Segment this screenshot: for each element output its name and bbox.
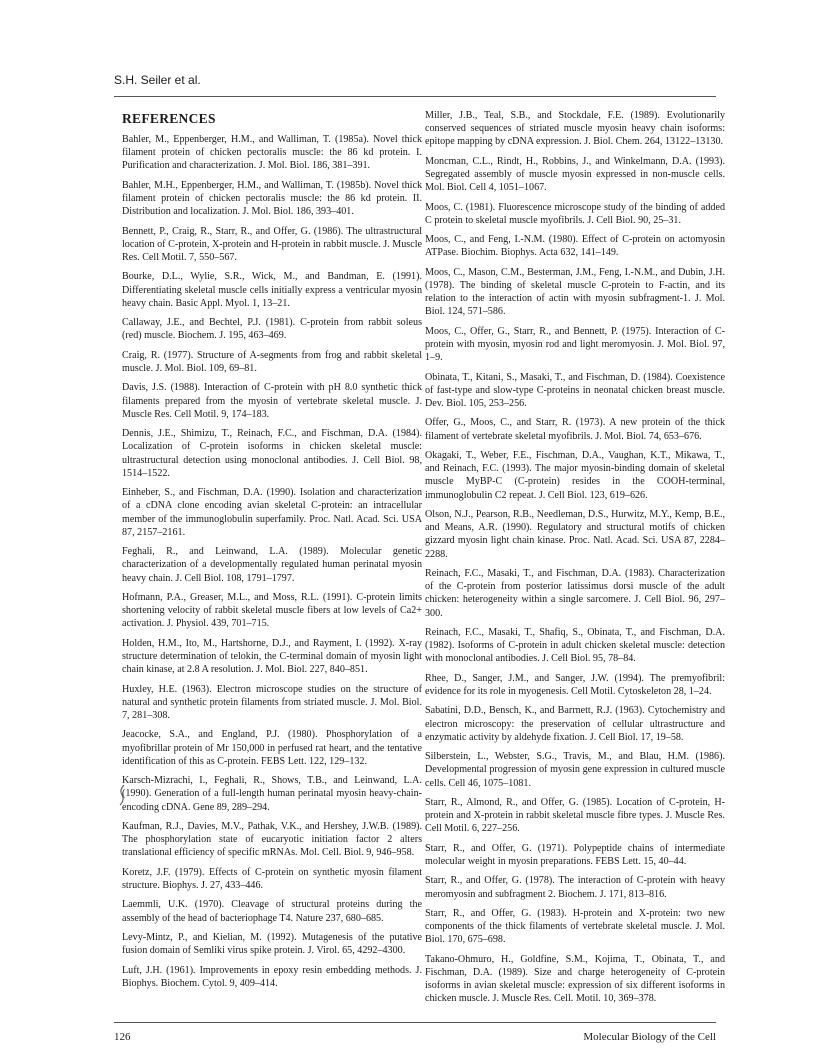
reference-entry: Dennis, J.E., Shimizu, T., Reinach, F.C., and Fischman, D.A. (1984). Localization of C-protein isoforms in chicken skeletal muscle: ultrastructural detection using monoclonal antibodies. J. Cell Biol. 98, 1514–1522. <box>122 428 422 479</box>
reference-entry: Offer, G., Moos, C., and Starr, R. (1973). A new protein of the thick filament of vertebrate skeletal myofibrils. J. Mol. Biol. 74, 653–676. <box>425 417 725 442</box>
reference-entry: Bennett, P., Craig, R., Starr, R., and Offer, G. (1986). The ultrastructural location of C-protein, X-protein and H-protein in rabbit muscle. J. Muscle Res. Cell Motil. 7, 550–567. <box>122 225 422 263</box>
reference-entry: Silberstein, L., Webster, S.G., Travis, M., and Blau, H.M. (1986). Developmental progression of myosin gene expression in cultured muscle cells. Cell 46, 1075–1081. <box>425 751 725 789</box>
reference-entry: Luft, J.H. (1961). Improvements in epoxy resin embedding methods. J. Biophys. Biochem. Cytol. 9, 409–414. <box>122 964 422 989</box>
pen-mark-icon <box>118 784 126 806</box>
reference-entry: Reinach, F.C., Masaki, T., and Fischman, D.A. (1983). Characterization of the C-protein from posterior latissimus dorsi muscle of the adult chicken: heterogeneity within a single sarcomere. J. Cell Biol. 96, 297–300. <box>425 567 725 619</box>
reference-entry: Moos, C., and Feng, I.-N.M. (1980). Effect of C-protein on actomyosin ATPase. Biochim. Biophys. Acta 632, 141–149. <box>425 234 725 259</box>
margin-annotation-mark <box>118 784 126 810</box>
reference-entry: Einheber, S., and Fischman, D.A. (1990). Isolation and characterization of a cDNA clone encoding avian skeletal C-protein: an intracellular member of the immunoglobulin superfamily. Proc. Natl. Acad. Sci. USA 87, 2157–2161. <box>122 487 422 538</box>
reference-entry: Holden, H.M., Ito, M., Hartshorne, D.J., and Rayment, I. (1992). X-ray structure determination of telokin, the C-terminal domain of myosin light chain kinase, at 2.8 A resolution. J. Mol. Biol. 227, 840–851. <box>122 637 422 676</box>
reference-entry: Reinach, F.C., Masaki, T., Shafiq, S., Obinata, T., and Fischman, D.A. (1982). Isoforms of C-protein in adult chicken skeletal muscle: detection with monoclonal antibodies. J. Cell Biol. 95, 78–84. <box>425 626 725 665</box>
reference-entry: Moos, C., Mason, C.M., Besterman, J.M., Feng, I.-N.M., and Dubin, J.H. (1978). The binding of skeletal muscle C-protein to F-actin, and its relation to the interaction of actin with myosin subfragment-1. J. Mol. Biol. 124, 571–586. <box>425 266 725 318</box>
reference-entry: Bahler, M., Eppenberger, H.M., and Walliman, T. (1985a). Novel thick filament protein of chicken pectoralis muscle: the 86 kd protein. I. Purification and characterization. J. Mol. Biol. 186, 381–391. <box>122 134 422 172</box>
reference-entry: Koretz, J.F. (1979). Effects of C-protein on synthetic myosin filament structure. Biophys. J. 27, 433–446. <box>122 866 422 891</box>
reference-entry: Moos, C. (1981). Fluorescence microscope study of the binding of added C protein to skeletal muscle myofibrils. J. Cell Biol. 90, 25–31. <box>425 201 725 226</box>
reference-entry: Starr, R., Almond, R., and Offer, G. (1985). Location of C-protein, H-protein and X-protein in rabbit skeletal muscle fibre types. J. Muscle Res. Cell Motil. 6, 227–256. <box>425 796 725 835</box>
reference-entry: Obinata, T., Kitani, S., Masaki, T., and Fischman, D. (1984). Coexistence of fast-type and slow-type C-proteins in neonatal chicken breast muscle. Dev. Biol. 105, 253–256. <box>425 371 725 409</box>
references-left-column <box>122 133 422 996</box>
running-head: S.H. Seiler et al. <box>114 73 201 87</box>
reference-entry: Karsch-Mizrachi, I., Feghali, R., Shows, T.B., and Leinwand, L.A. (1990). Generation of a full-length human perinatal myosin heavy-chain-encoding cDNA. Gene 89, 289–294. <box>122 775 422 813</box>
reference-entry: Moncman, C.L., Rindt, H., Robbins, J., and Winkelmann, D.A. (1993). Segregated assembly of muscle myosin expressed in non-muscle cells. Mol. Biol. Cell 4, 1051–1067. <box>425 155 725 194</box>
reference-entry: Starr, R., and Offer, G. (1978). The interaction of C-protein with heavy meromyosin and subfragment 2. Biochem. J. 171, 813–816. <box>425 875 725 900</box>
reference-entry: Levy-Mintz, P., and Kielian, M. (1992). Mutagenesis of the putative fusion domain of Semliki virus spike protein. J. Virol. 65, 4292–4300. <box>122 931 422 957</box>
reference-entry: Hofmann, P.A., Greaser, M.L., and Moss, R.L. (1991). C-protein limits shortening velocity of rabbit skeletal muscle fibers at low levels of Ca2+ activation. J. Physiol. 439, 701–715. <box>122 591 422 630</box>
reference-entry: Craig, R. (1977). Structure of A-segments from frog and rabbit skeletal muscle. J. Mol. Biol. 109, 69–81. <box>122 349 422 374</box>
page-number: 126 <box>114 1031 131 1043</box>
reference-entry: Okagaki, T., Weber, F.E., Fischman, D.A., Vaughan, K.T., Mikawa, T., and Reinach, F.C. (1993). The major myosin-binding domain of skeletal muscle MyBP-C (C-protein) resides in the COOH-terminal, immunoglobulin C2 repeat. J. Cell Biol. 123, 619–626. <box>425 449 725 501</box>
reference-entry: Feghali, R., and Leinwand, L.A. (1989). Molecular genetic characterization of a developmentally regulated human perinatal myosin heavy chain. J. Cell Biol. 108, 1791–1797. <box>122 546 422 584</box>
reference-entry: Bahler, M.H., Eppenberger, H.M., and Walliman, T. (1985b). Novel thick filament protein of chicken pectoralis muscle: the 86 kd protein. II. Distribution and localization. J. Mol. Biol. 186, 393–401. <box>122 179 422 218</box>
reference-entry: Jeacocke, S.A., and England, P.J. (1980). Phosphorylation of a myofibrillar protein of Mr 150,000 in perfused rat heart, and the tentative identification of this as C-protein. FEBS Lett. 122, 129–132. <box>122 729 422 767</box>
reference-entry: Rhee, D., Sanger, J.M., and Sanger, J.W. (1994). The premyofibril: evidence for its role in myogenesis. Cell Motil. Cytoskeleton 28, 1–24. <box>425 672 725 697</box>
reference-entry: Davis, J.S. (1988). Interaction of C-protein with pH 8.0 synthetic thick filaments prepared from the myosin of vertebrate skeletal muscle. J. Muscle Res. Cell Motil. 9, 174–183. <box>122 382 422 420</box>
reference-entry: Starr, R., and Offer, G. (1983). H-protein and X-protein: two new components of the thick filaments of vertebrate skeletal muscle. J. Mol. Biol. 170, 675–698. <box>425 907 725 946</box>
journal-name: Molecular Biology of the Cell <box>583 1031 716 1043</box>
footer-rule <box>114 1022 716 1023</box>
reference-entry: Miller, J.B., Teal, S.B., and Stockdale, F.E. (1989). Evolutionarily conserved sequences of striated muscle myosin heavy chain isoforms: epitope mapping by cDNA expression. J. Biol. Chem. 264, 13122–13130. <box>425 110 725 148</box>
reference-entry: Takano-Ohmuro, H., Goldfine, S.M., Kojima, T., Obinata, T., and Fischman, D.A. (1989). Size and charge heterogeneity of C-protein isoforms in avian skeletal muscle: expression of six different isoforms in chicken muscle. J. Muscle Res. Cell. Motil. 10, 369–378. <box>425 953 725 1005</box>
reference-entry: Kaufman, R.J., Davies, M.V., Pathak, V.K., and Hershey, J.W.B. (1989). The phosphorylation state of eucaryotic initiation factor 2 alters translational efficiency of specific mRNAs. Mol. Cell. Biol. 9, 946–958. <box>122 820 422 859</box>
reference-entry: Sabatini, D.D., Bensch, K., and Barrnett, R.J. (1963). Cytochemistry and electron microscopy: the preservation of cellular ultrastructure and enzymatic activity by aldehyde fixation. J. Cell Biol. 17, 19–58. <box>425 705 725 743</box>
reference-entry: Laemmli, U.K. (1970). Cleavage of structural proteins during the assembly of the head of bacteriophage T4. Nature 237, 680–685. <box>122 899 422 924</box>
reference-entry: Bourke, D.L., Wylie, S.R., Wick, M., and Bandman, E. (1991). Differentiating skeletal muscle cells initially express a ventricular myosin heavy chain. Basic Appl. Myol. 1, 13–21. <box>122 271 422 309</box>
references-right-column <box>425 109 725 1012</box>
reference-entry: Callaway, J.E., and Bechtel, P.J. (1981). C-protein from rabbit soleus (red) muscle. Biochem. J. 195, 463–469. <box>122 317 422 342</box>
reference-entry: Olson, N.J., Pearson, R.B., Needleman, D.S., Hurwitz, M.Y., Kemp, B.E., and Means, A.R. (1990). Regulatory and structural motifs of chicken gizzard myosin light chain kinase. Proc. Natl. Acad. Sci. USA 87, 2284–2288. <box>425 508 725 560</box>
reference-entry: Moos, C., Offer, G., Starr, R., and Bennett, P. (1975). Interaction of C-protein with myosin, myosin rod and light meromyosin. J. Mol. Biol. 97, 1–9. <box>425 325 725 364</box>
section-title: REFERENCES <box>122 111 216 126</box>
reference-entry: Starr, R., and Offer, G. (1971). Polypeptide chains of intermediate molecular weight in myosin preparations. FEBS Lett. 15, 40–44. <box>425 842 725 867</box>
header-rule <box>114 96 716 97</box>
reference-entry: Huxley, H.E. (1963). Electron microscope studies on the structure of natural and synthetic protein filaments from striated muscle. J. Mol. Biol. 7, 281–308. <box>122 683 422 721</box>
